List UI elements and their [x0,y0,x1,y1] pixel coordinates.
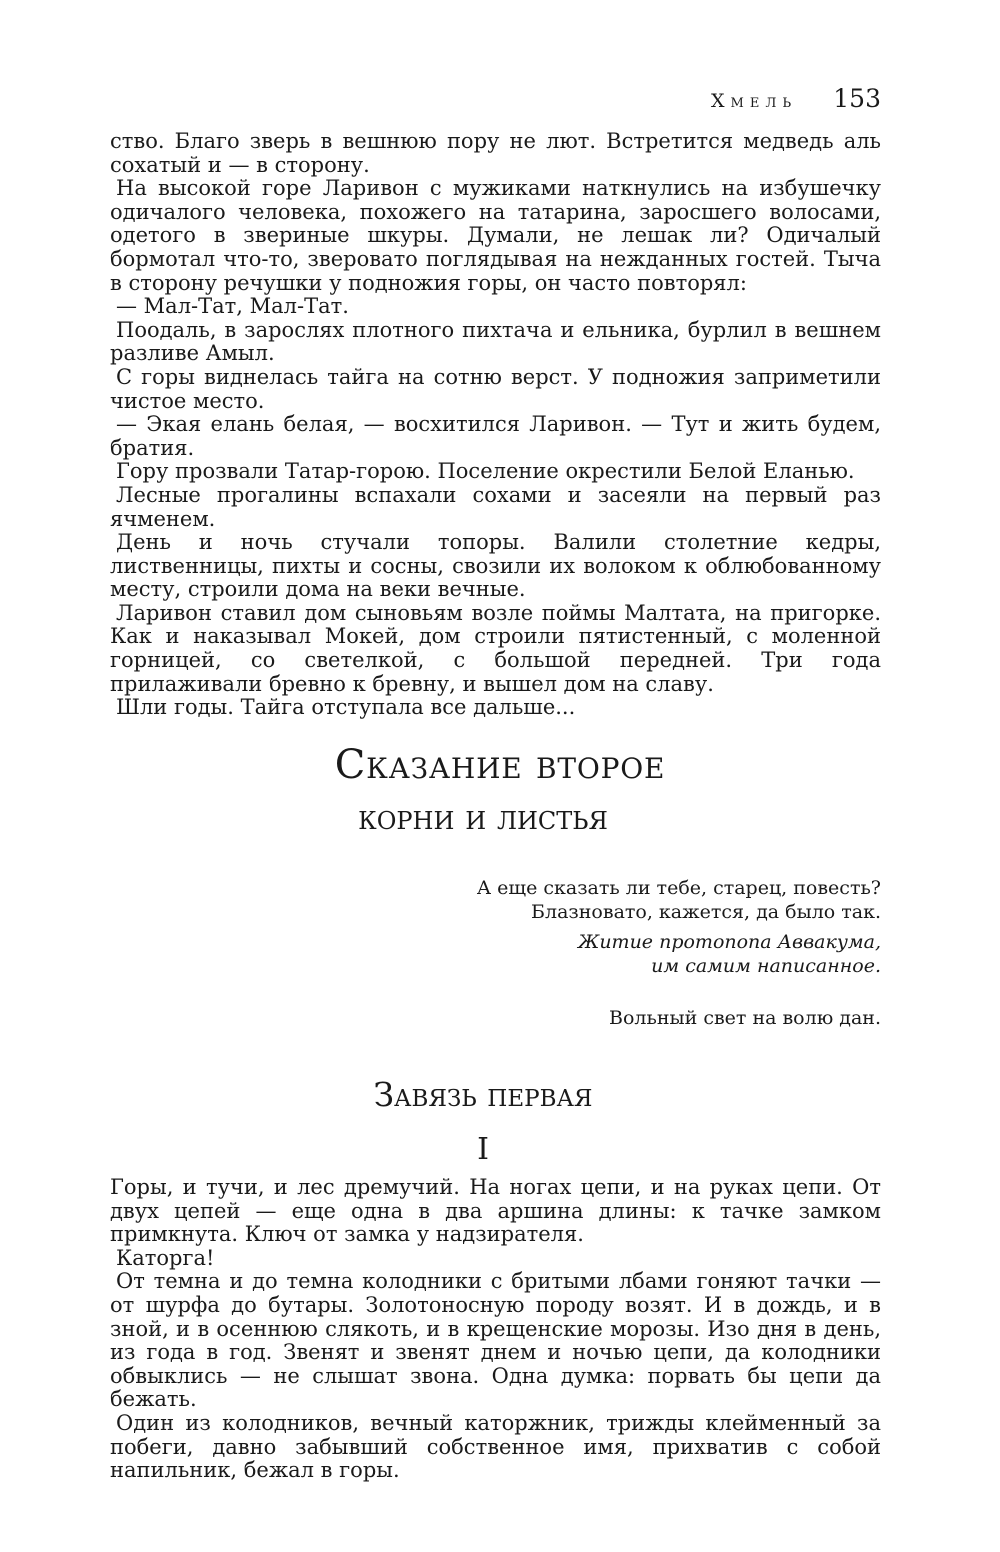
epigraph-line: А еще сказать ли тебе, старец, повесть? [476,877,881,899]
epigraph-attribution: Житие протопопа Аввакума, [577,931,881,953]
paragraph: — Экая елань белая, — восхитился Ларивон. — Тут и жить будем, братия. [110,412,881,460]
paragraph: Один из колодников, вечный каторжник, трижды клейменный за побеги, давно забывший собственное имя, прихватив с собой напильник, бежал в горы. [110,1410,881,1483]
paragraph: Шли годы. Тайга отступала все дальше... [116,695,576,720]
section-title: Завязь первая [373,1075,593,1114]
paragraph: Гору прозвали Татар-горою. Поселение окрестили Белой Еланью. [116,459,855,484]
paragraph: Ларивон ставил дом сыновьям возле поймы Малтата, на пригорке. Как и наказывал Мокей, дом строили пятистенный, с моленной горницей, со светелкой, с большой передней. Три года прилаживали бревно к бревну, и вышел дом на славу. [110,600,881,696]
saga-title: Сказание второе [334,742,666,788]
text-block-top [110,130,881,720]
epigraph-attribution: им самим написанное. [651,955,881,977]
chapter-number: I [477,1132,489,1167]
paragraph: — Мал-Тат, Мал-Тат. [116,294,349,319]
epigraph-line: Блазновато, кажется, да было так. [531,901,881,923]
running-head-title: Хмель [710,90,798,112]
epigraph [381,876,881,978]
paragraph: С горы виднелась тайга на сотню верст. У подножия заприметили чистое место. [110,364,881,413]
epigraph-second: Вольный свет на волю дан. [609,1007,881,1029]
paragraph: Лесные прогалины вспахали сохами и засеяли на первый раз ячменем. [110,482,881,531]
text-block-bottom [110,1176,881,1483]
page-number: 153 [833,84,881,113]
paragraph: От темна и до темна колодники с бритыми лбами гоняют тачки — от шурфа до бутары. Золотоносную породу возят. И в дождь, и в зной, и в осеннюю слякоть, и в крещенские морозы. Изо дня в день, из года в год. Звенят и звенят днем и ночью цепи, да колодники обвыклись — не слышат звона. Одна думка: порвать бы цепи да бежать. [110,1269,881,1412]
saga-subtitle: корни и листья [358,798,608,838]
paragraph: На высокой горе Ларивон с мужиками наткнулись на избушечку одичалого человека, похожего на татарина, заросшего волосами, одетого в звериные шкуры. Думали, не лешак ли? Одичалый бормотал что-то, зверовато поглядывая на нежданных гостей. Тыча в сторону речушки у подножия горы, он часто повторял: [110,176,881,295]
paragraph: Горы, и тучи, и лес дремучий. На ногах цепи, и на руках цепи. От двух цепей — еще одна в два аршина длины: к тачке замком примкнута. Ключ от замка у надзирателя. [110,1175,881,1247]
paragraph: ство. Благо зверь в вешнюю пору не лют. Встретится медведь аль сохатый и — в сторону. [110,129,881,177]
paragraph: Каторга! [116,1245,215,1270]
paragraph: День и ночь стучали топоры. Валили столетние кедры, лиственницы, пихты и сосны, свозили их волоком к облюбованному месту, строили дома на веки вечные. [110,530,881,602]
paragraph: Поодаль, в зарослях плотного пихтача и ельника, бурлил в вешнем разливе Амыл. [110,317,881,366]
running-head [0,84,881,113]
